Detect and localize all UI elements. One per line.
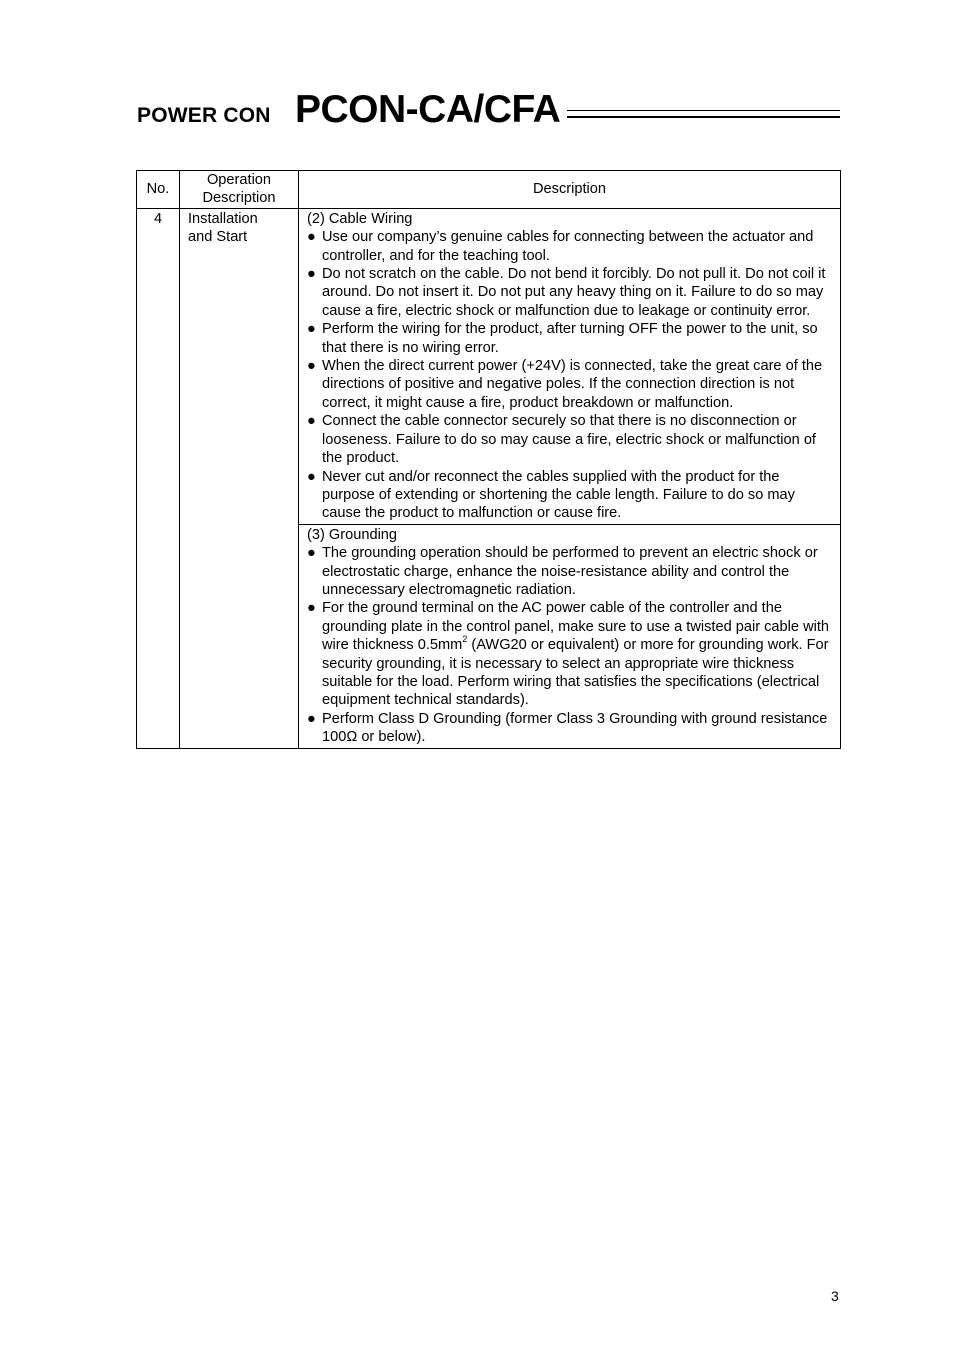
operation-table <box>136 170 841 749</box>
bullet-text: When the direct current power (+24V) is connected, take the great care of the directions of positive and negative poles. If the connection direction is not correct, it might cause a fire, product breakdown or malfunction. <box>322 358 823 411</box>
table-header-row <box>137 171 841 209</box>
page-number: 3 <box>831 1288 839 1304</box>
bullet-text: Use our company’s genuine cables for connecting between the actuator and controller, and for the teaching tool. <box>322 229 814 264</box>
bullet-icon: ● <box>307 545 316 562</box>
grounding-list <box>307 544 833 746</box>
list-item <box>307 544 833 599</box>
bullet-text: The grounding operation should be performed to prevent an electric shock or electrostatic charge, enhance the noise-resistance ability and control the unnecessary electromagnetic radiation. <box>322 545 818 598</box>
bullet-icon: ● <box>307 358 316 375</box>
bullet-icon: ● <box>307 321 316 338</box>
bullet-text: Connect the cable connector securely so that there is no disconnection or looseness. Failure to do so may cause a fire, electric shock or malfunction of the product. <box>322 413 816 467</box>
header-operation-line1: Operation <box>206 172 272 188</box>
list-item <box>307 265 833 320</box>
header-rule-thick <box>567 116 840 118</box>
bullet-icon: ● <box>307 413 316 430</box>
superscript: 2 <box>462 634 468 645</box>
header-operation-description <box>180 171 299 209</box>
header-rule-thin <box>567 110 840 111</box>
list-item <box>307 599 833 709</box>
section-title: (2) Cable Wiring <box>307 210 413 227</box>
cable-wiring-list <box>307 228 833 523</box>
list-item <box>307 228 833 265</box>
bullet-text: Do not scratch on the cable. Do not bend it forcibly. Do not pull it. Do not coil it around. Do not insert it. Do not put any heavy thing on it. Failure to do so may cause a fire, electric shock or malfunction due to leakage or continuity error. <box>322 266 826 319</box>
operation-line2: and Start <box>188 229 248 246</box>
list-item <box>307 710 833 747</box>
section-title: (3) Grounding <box>307 526 398 543</box>
bullet-icon: ● <box>307 710 316 727</box>
cell-no: 4 <box>137 208 180 748</box>
page-header <box>137 88 840 138</box>
header-operation-line2: Description <box>202 190 276 207</box>
header-description: Description <box>299 171 841 209</box>
bullet-text: Perform the wiring for the product, after turning OFF the power to the unit, so that there is no wiring error. <box>322 321 818 356</box>
cell-operation <box>180 208 299 748</box>
list-item <box>307 412 833 467</box>
cell-cable-wiring <box>299 208 841 524</box>
header-no: No. <box>137 171 180 209</box>
bullet-text: Perform Class D Grounding (former Class 3 Grounding with ground resistance 100Ω or below). <box>322 710 828 746</box>
bullet-icon: ● <box>307 266 316 283</box>
bullet-icon: ● <box>307 468 316 485</box>
model-title: PCON-CA/CFA <box>295 88 561 131</box>
bullet-text-after-superscript: (AWG20 or equivalent) or more for grounding work. For security grounding, it is necessary to select an appropriate wire thickness suitable for the load. Perform wiring that satisfies the specifications (electrical equipment technical standards). <box>322 637 829 709</box>
bullet-icon: ● <box>307 600 316 617</box>
list-item <box>307 320 833 357</box>
bullet-text: Never cut and/or reconnect the cables supplied with the product for the purpose of extending or shortening the cable length. Failure to do so may cause the product to malfunction or cause fire. <box>322 468 795 522</box>
cell-grounding <box>299 524 841 748</box>
bullet-icon: ● <box>307 229 316 246</box>
list-item <box>307 357 833 412</box>
list-item <box>307 468 833 523</box>
bullet-text-before-superscript: For the ground terminal on the AC power cable of the controller and the grounding plate in the control panel, make sure to use a twisted pair cable with wire thickness 0.5mm <box>322 600 830 654</box>
operation-line1: Installation <box>188 210 258 227</box>
brand-name: POWER CON <box>137 104 271 127</box>
table-row <box>137 208 841 524</box>
